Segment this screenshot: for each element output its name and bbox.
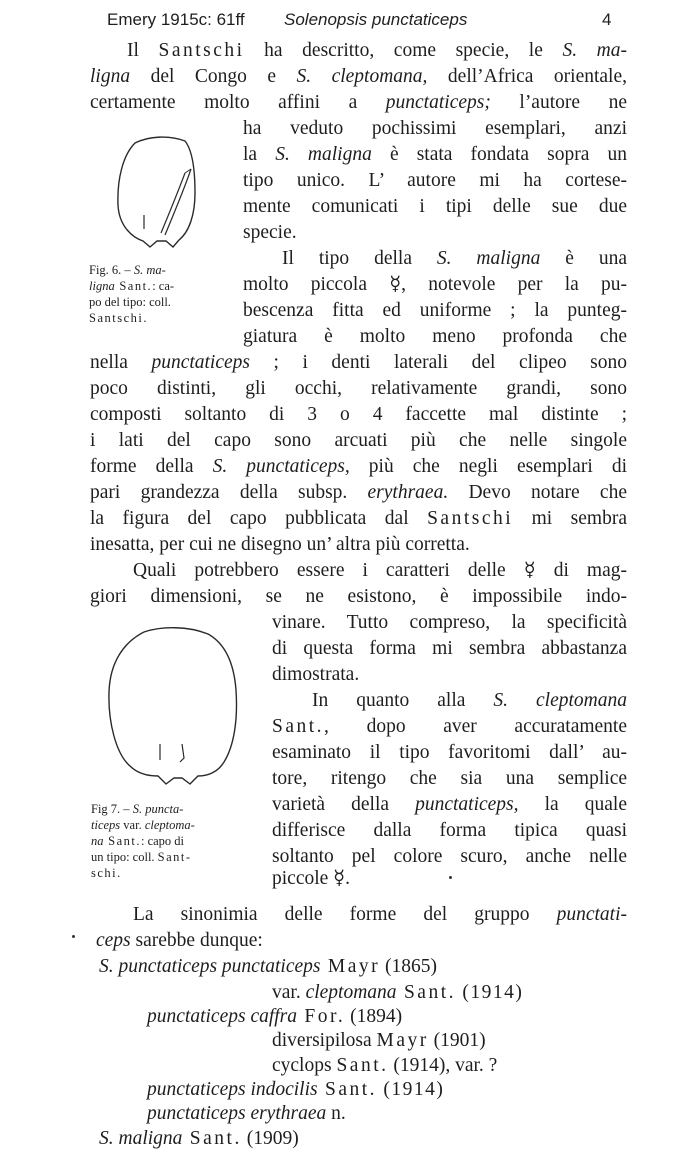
text-line: esaminato il tipo favoritomi dall’ au- [272,742,627,763]
text-line: Sant., dopo aver accuratamente [272,716,627,737]
text-line: ha veduto pochissimi esemplari, anzi [243,118,627,139]
figure-7-caption: na Sant.: capo di [91,834,185,848]
text-line: ligna del Congo e S. cleptomana, dell’Africa orientale, [90,66,628,87]
synonymy-row: punctaticeps caffra For. (1894) [147,1006,403,1027]
figure-7-ant-head [104,626,244,786]
text-line: La sinonimia delle forme del gruppo punctati- [133,904,627,925]
text-line: giori dimensioni, se ne esistono, è impossibile indo- [90,586,627,607]
header-citation: Emery 1915c: 61ff [107,10,245,29]
text-line: ceps sarebbe dunque: [96,930,263,951]
text-line: Il Santschi ha descritto, come specie, le S. ma- [127,40,627,61]
text-line: pari grandezza della subsp. erythraea. Devo notare che [90,482,627,503]
figure-6-caption: Fig. 6. – S. ma- [89,263,166,277]
figure-6-caption: Santschi. [89,311,148,325]
text-line: nella punctaticeps ; i denti laterali del clipeo sono [90,352,627,373]
figure-7-caption: Fig 7. – S. puncta- [91,802,184,816]
text-line: dimostrata. [272,664,360,685]
text-line: forme della S. punctaticeps, più che negli esemplari di [90,456,627,477]
text-line: specie. [243,222,297,243]
synonymy-row: S. punctaticeps punctaticeps Mayr (1865) [99,956,437,977]
text-line: piccole ☿. [272,868,351,889]
figure-6-caption: ligna Sant.: ca- [89,279,175,293]
text-line: bescenza fitta ed uniforme ; la punteg- [243,300,627,321]
synonymy-row: diversipilosa Mayr (1901) [272,1030,486,1051]
text-line: mente comunicati i tipi delle sue due [243,196,627,217]
synonymy-row: S. maligna Sant. (1909) [99,1128,299,1149]
ink-speck [449,876,452,879]
figure-7-caption: schi. [91,866,122,880]
text-line: In quanto alla S. cleptomana [312,690,627,711]
text-line: tore, ritengo che sia una semplice [272,768,627,789]
synonymy-row: cyclops Sant. (1914), var. ? [272,1055,498,1076]
text-line: di questa forma mi sembra abbastanza [272,638,627,659]
figure-7-caption: un tipo: coll. Sant- [91,850,192,864]
text-line: la figura del capo pubblicata dal Santschi mi sembra [90,508,627,529]
text-line: la S. maligna è stata fondata sopra un [243,144,627,165]
text-line: composti soltanto di 3 o 4 faccette mal distinte ; [90,404,627,425]
text-line: differisce dalla forma tipica quasi [272,820,627,841]
synonymy-row: var. cleptomana Sant. (1914) [272,982,524,1003]
synonymy-row: punctaticeps indocilis Sant. (1914) [147,1079,445,1100]
figure-6-ant-head [113,133,203,253]
text-line: molto piccola ☿, notevole per la pu- [243,274,627,295]
text-line: tipo unico. L’ autore mi ha cortese- [243,170,627,191]
margin-mark [72,935,75,938]
text-line: Quali potrebbero essere i caratteri delle ☿ di mag- [133,560,627,581]
header-taxon: Solenopsis punctaticeps [284,10,468,29]
text-line: i lati del capo sono arcuati più che nelle singole [90,430,627,451]
text-line: certamente molto affini a punctaticeps; l’autore ne [90,92,627,113]
synonymy-row: punctaticeps erythraea n. [147,1103,346,1124]
text-line: soltanto pel colore scuro, anche nelle [272,846,627,867]
text-line: poco distinti, gli occhi, relativamente grandi, sono [90,378,627,399]
figure-6-caption: po del tipo: coll. [89,295,171,309]
text-line: vinare. Tutto compreso, la specificità [272,612,627,633]
text-line: inesatta, per cui ne disegno un’ altra più corretta. [90,534,470,555]
text-line: varietà della punctaticeps, la quale [272,794,627,815]
figure-7-caption: ticeps var. cleptoma- [91,818,195,832]
text-line: giatura è molto meno profonda che [243,326,627,347]
page-number: 4 [602,10,612,29]
text-line: Il tipo della S. maligna è una [282,248,627,269]
